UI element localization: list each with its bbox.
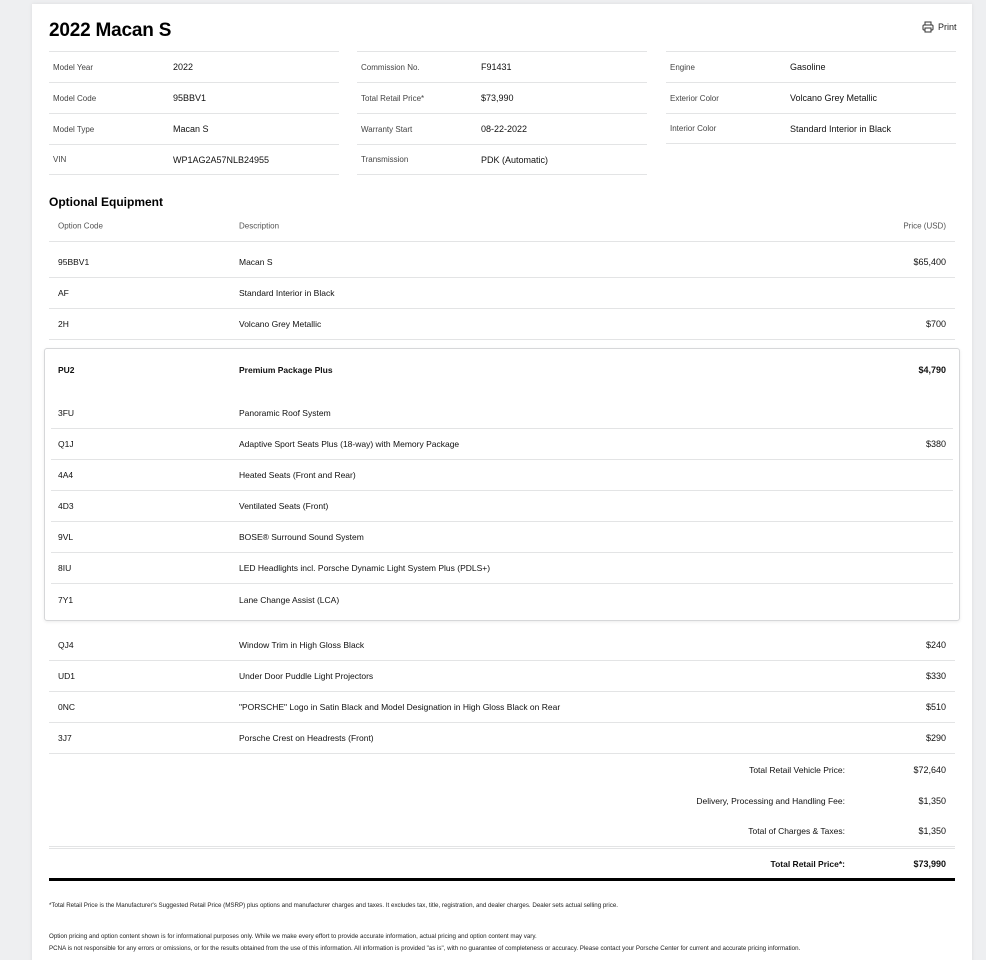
package-code: PU2: [58, 364, 75, 375]
total-value: $1,350: [918, 795, 946, 806]
package-item-row: [51, 584, 953, 615]
package-item-row: [51, 460, 953, 491]
option-code: 7Y1: [58, 594, 74, 605]
spec-label: Exterior Color: [670, 93, 719, 103]
package-item-row: [51, 522, 953, 553]
option-code: QJ4: [58, 640, 74, 650]
spec-row: [357, 144, 647, 175]
spec-row: [666, 82, 956, 113]
option-price: $700: [925, 319, 946, 329]
option-description: Lane Change Assist (LCA): [239, 594, 340, 605]
total-row: [49, 815, 955, 846]
spec-column-1: [49, 51, 339, 175]
spec-row: [49, 82, 339, 113]
header-description: Description: [239, 221, 280, 231]
option-code: 8IU: [58, 563, 72, 573]
total-value: $72,640: [913, 764, 946, 775]
option-code: Q1J: [58, 439, 74, 449]
spec-row: [357, 113, 647, 144]
option-code: 0NC: [58, 702, 76, 712]
total-value: $1,350: [918, 825, 946, 836]
option-description: LED Headlights incl. Porsche Dynamic Light System Plus (PDLS+): [239, 563, 491, 573]
table-row: [49, 661, 955, 692]
spec-label: Commission No.: [361, 62, 420, 72]
disclaimer-pricing: Option pricing and option content shown is for informational purposes only. While we make every effort to provide accurate information, actual pricing and option content may vary.: [49, 933, 537, 940]
spec-row: [666, 113, 956, 144]
spec-column-3: [666, 51, 956, 144]
spec-value: Gasoline: [790, 62, 826, 72]
spec-label: Model Code: [53, 93, 97, 103]
spec-column-2: [357, 51, 647, 175]
spec-label: Engine: [670, 62, 695, 72]
option-code: 3J7: [58, 733, 72, 743]
spec-label: VIN: [53, 155, 67, 164]
option-code: 95BBV1: [58, 257, 90, 267]
package-item-row: [51, 429, 953, 460]
option-price: $65,400: [913, 257, 946, 267]
spec-value: 95BBV1: [173, 93, 207, 103]
option-price: $380: [925, 439, 946, 449]
package-item-row: [51, 553, 953, 584]
spec-value: 2022: [173, 62, 194, 72]
divider: [49, 846, 955, 847]
option-description: Panoramic Roof System: [239, 408, 331, 418]
grand-total-label: Total Retail Price*:: [770, 858, 845, 869]
spec-label: Interior Color: [670, 124, 717, 133]
spec-value: Macan S: [173, 124, 209, 134]
total-label: Total Retail Vehicle Price:: [749, 764, 845, 775]
option-code: UD1: [58, 671, 76, 681]
total-label: Delivery, Processing and Handling Fee:: [696, 795, 845, 806]
header-price: Price (USD): [903, 221, 946, 231]
option-description: Window Trim in High Gloss Black: [239, 640, 365, 650]
option-description: Ventilated Seats (Front): [239, 501, 329, 511]
option-description: Porsche Crest on Headrests (Front): [239, 733, 374, 743]
print-button[interactable]: [922, 21, 957, 33]
spec-row: [357, 51, 647, 82]
option-description: Standard Interior in Black: [239, 288, 335, 298]
total-label: Total of Charges & Taxes:: [748, 825, 845, 836]
option-code: 2H: [58, 319, 69, 329]
spec-value: WP1AG2A57NLB24955: [173, 154, 270, 165]
spec-label: Total Retail Price*: [361, 93, 425, 103]
total-row: [49, 785, 955, 816]
spec-value: 08-22-2022: [481, 124, 528, 134]
spec-row: [49, 144, 339, 175]
spec-label: Transmission: [361, 155, 409, 164]
spec-row: [357, 82, 647, 113]
package-price: $4,790: [918, 364, 946, 375]
spec-value: PDK (Automatic): [481, 154, 549, 165]
page-title: 2022 Macan S: [49, 20, 172, 41]
option-price: $330: [925, 671, 946, 681]
table-row: [49, 692, 955, 723]
package-description: Premium Package Plus: [239, 364, 333, 375]
package-item-row: [51, 491, 953, 522]
total-row: [49, 754, 955, 785]
spec-value: F91431: [481, 62, 512, 72]
table-row: [49, 309, 955, 340]
grand-total-value: $73,990: [913, 858, 946, 869]
disclaimer-msrp: *Total Retail Price is the Manufacturer's Suggested Retail Price (MSRP) plus options and manufacturer charges and taxes. It excludes tax, title, registration, and dealer charges. Dealer sets actual selling price.: [49, 902, 618, 909]
table-row: [49, 247, 955, 278]
option-description: Adaptive Sport Seats Plus (18-way) with Memory Package: [239, 439, 460, 449]
option-price: $240: [925, 640, 946, 650]
header-option-code: Option Code: [58, 221, 103, 231]
option-description: Heated Seats (Front and Rear): [239, 470, 356, 480]
package-header-row: [51, 354, 953, 385]
spec-label: Model Year: [53, 62, 94, 72]
optional-equipment-title: Optional Equipment: [49, 195, 163, 209]
spec-row: [666, 51, 956, 82]
spec-value: Volcano Grey Metallic: [790, 93, 878, 103]
option-code: 9VL: [58, 532, 74, 542]
option-description: Under Door Puddle Light Projectors: [239, 671, 374, 681]
option-description: Macan S: [239, 257, 273, 267]
option-code: 3FU: [58, 408, 75, 418]
table-row: [49, 630, 955, 661]
disclaimer-liability: PCNA is not responsible for any errors or omissions, or for the results obtained from the use of this information. All information is provided "as is", with no guarantee of completeness or accuracy. Please contact your Porsche Center for current and accurate pricing information.: [49, 945, 801, 952]
option-code: 4D3: [58, 501, 74, 511]
option-description: "PORSCHE" Logo in Satin Black and Model Designation in High Gloss Black on Rear: [239, 702, 561, 712]
option-code: AF: [58, 288, 69, 298]
option-price: $290: [925, 733, 946, 743]
grand-total-row: [49, 848, 955, 879]
option-description: BOSE® Surround Sound System: [239, 532, 364, 542]
option-description: Volcano Grey Metallic: [239, 319, 322, 329]
option-price: $510: [925, 702, 946, 712]
package-item-row: [51, 398, 953, 429]
spec-value: $73,990: [481, 93, 514, 103]
spec-label: Model Type: [53, 124, 95, 134]
table-header: [49, 211, 955, 242]
table-row: [49, 278, 955, 309]
table-row: [49, 723, 955, 754]
spec-value: Standard Interior in Black: [790, 123, 892, 134]
divider: [49, 878, 955, 881]
spec-row: [49, 113, 339, 144]
print-label: Print: [938, 22, 957, 32]
spec-row: [49, 51, 339, 82]
option-code: 4A4: [58, 470, 74, 480]
spec-label: Warranty Start: [361, 124, 413, 134]
printer-icon: [922, 21, 934, 33]
